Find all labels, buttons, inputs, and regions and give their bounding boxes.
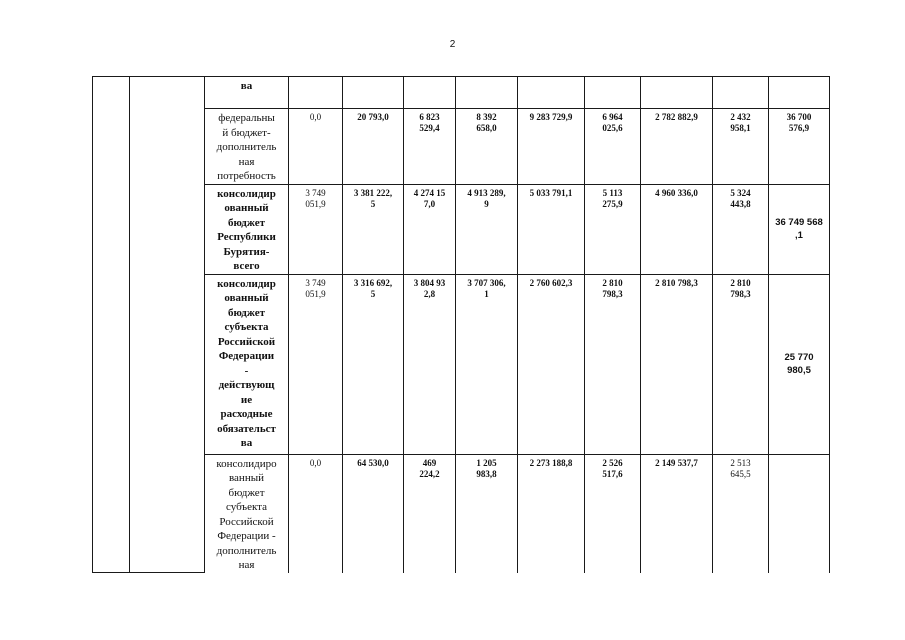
year-value-cell: 2 149 537,7 — [641, 454, 713, 573]
year-value-cell: 8 392 658,0 — [456, 109, 518, 185]
year-value-cell: 3 707 306, 1 — [456, 274, 518, 454]
year-value-cell: 6 964 025,6 — [585, 109, 641, 185]
program-column-cell — [130, 77, 205, 573]
year-value-cell: 3 316 692, 5 — [343, 274, 404, 454]
source-label-cell: консолидир ованный бюджет субъекта Российской Федерации - действующ ие расходные обязательст ва — [205, 274, 289, 454]
total-value-cell — [769, 454, 830, 573]
year-value-cell — [456, 77, 518, 109]
year-value-cell: 64 530,0 — [343, 454, 404, 573]
total-value-cell: 25 770 980,5 — [769, 274, 830, 454]
year-value-cell: 20 793,0 — [343, 109, 404, 185]
year-value-cell: 5 033 791,1 — [518, 184, 585, 274]
year-value-cell — [343, 77, 404, 109]
year-value-cell: 0,0 — [289, 454, 343, 573]
year-value-cell: 2 273 188,8 — [518, 454, 585, 573]
year-value-cell: 4 960 336,0 — [641, 184, 713, 274]
year-value-cell: 9 283 729,9 — [518, 109, 585, 185]
table-row — [93, 77, 830, 109]
total-value-cell — [769, 77, 830, 109]
year-value-cell — [289, 77, 343, 109]
year-value-cell: 2 760 602,3 — [518, 274, 585, 454]
year-value-cell: 469 224,2 — [404, 454, 456, 573]
source-label-cell: федеральны й бюджет- дополнитель ная потребность — [205, 109, 289, 185]
source-label-cell: ва — [205, 77, 289, 109]
year-value-cell: 2 810 798,3 — [641, 274, 713, 454]
year-value-cell: 5 324 443,8 — [713, 184, 769, 274]
year-value-cell: 3 804 93 2,8 — [404, 274, 456, 454]
source-label-cell: консолидиро ванный бюджет субъекта Российской Федерации - дополнитель ная — [205, 454, 289, 573]
year-value-cell: 2 810 798,3 — [713, 274, 769, 454]
year-value-cell: 2 526 517,6 — [585, 454, 641, 573]
year-value-cell — [713, 77, 769, 109]
page-number: 2 — [449, 39, 456, 50]
year-value-cell: 4 913 289, 9 — [456, 184, 518, 274]
total-value-cell: 36 749 568 ,1 — [769, 184, 830, 274]
year-value-cell: 6 823 529,4 — [404, 109, 456, 185]
budget-table — [92, 76, 830, 573]
year-value-cell — [585, 77, 641, 109]
year-value-cell — [518, 77, 585, 109]
year-value-cell: 0,0 — [289, 109, 343, 185]
year-value-cell: 1 205 983,8 — [456, 454, 518, 573]
year-value-cell: 3 749 051,9 — [289, 184, 343, 274]
year-value-cell: 4 274 15 7,0 — [404, 184, 456, 274]
year-value-cell — [404, 77, 456, 109]
source-label-cell: консолидир ованный бюджет Республики Бурятия- всего — [205, 184, 289, 274]
year-value-cell: 3 381 222, 5 — [343, 184, 404, 274]
year-value-cell: 2 513 645,5 — [713, 454, 769, 573]
year-value-cell: 2 782 882,9 — [641, 109, 713, 185]
total-value-cell: 36 700 576,9 — [769, 109, 830, 185]
year-value-cell: 5 113 275,9 — [585, 184, 641, 274]
number-column-cell — [93, 77, 130, 573]
year-value-cell: 2 810 798,3 — [585, 274, 641, 454]
year-value-cell: 3 749 051,9 — [289, 274, 343, 454]
year-value-cell: 2 432 958,1 — [713, 109, 769, 185]
year-value-cell — [641, 77, 713, 109]
